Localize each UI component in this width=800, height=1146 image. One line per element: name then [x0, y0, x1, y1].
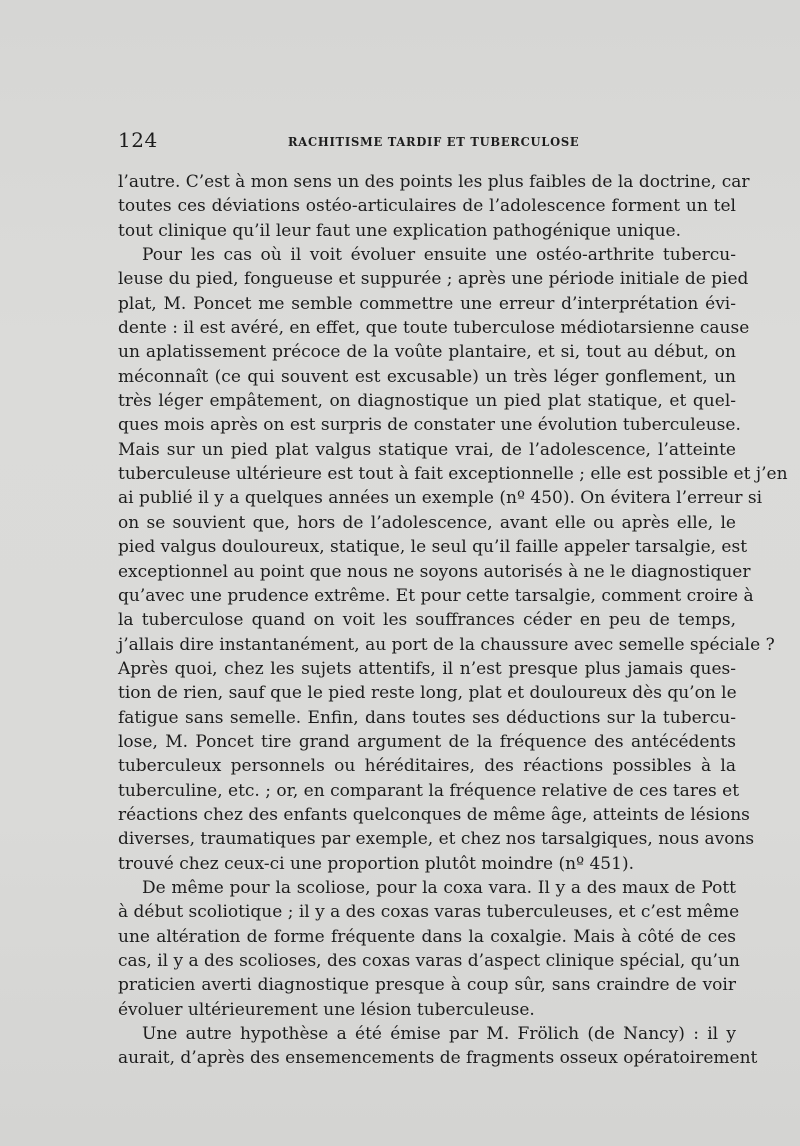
text-line: on se souvient que, hors de l’adolescence, avant elle ou après elle, le	[118, 512, 736, 533]
text-line: De même pour la scoliose, pour la coxa vara. Il y a des maux de Pott	[142, 877, 736, 898]
text-line: diverses, traumatiques par exemple, et chez nos tarsalgiques, nous avons	[118, 829, 755, 850]
text-line: Mais sur un pied plat valgus statique vrai, de l’adolescence, l’atteinte	[118, 439, 736, 460]
text-line: aurait, d’après des ensemencements de fragments osseux opératoirement	[118, 1048, 758, 1069]
text-line: très léger empâtement, on diagnostique un pied plat statique, et quel-	[118, 391, 736, 412]
text-line: un aplatissement précoce de la voûte plantaire, et si, tout au début, on	[118, 342, 736, 363]
text-line: tuberculeux personnels ou héréditaires, des réactions possibles à la	[118, 756, 736, 777]
text-line: tuberculeuse ultérieure est tout à fait exceptionnelle ; elle est possible et j’en	[118, 464, 788, 485]
text-line: leuse du pied, fongueuse et suppurée ; après une période initiale de pied	[118, 269, 749, 290]
text-line: tout clinique qu’il leur faut une explication pathogénique unique.	[118, 220, 681, 241]
text-line: j’allais dire instantanément, au port de la chaussure avec semelle spéciale ?	[118, 634, 775, 655]
text-line: fatigue sans semelle. Enfin, dans toutes ses déductions sur la tubercu-	[118, 707, 736, 728]
text-line: une altération de forme fréquente dans la coxalgie. Mais à côté de ces	[118, 926, 736, 947]
text-line: pied valgus douloureux, statique, le seul qu’il faille appeler tarsalgie, est	[118, 537, 748, 558]
text-line: l’autre. C’est à mon sens un des points les plus faibles de la doctrine, car	[118, 172, 750, 192]
text-line: à début scoliotique ; il y a des coxas varas tuberculeuses, et c’est même	[118, 902, 740, 923]
body-text	[118, 170, 788, 1071]
text-line: Après quoi, chez les sujets attentifs, il n’est presque plus jamais ques-	[118, 658, 736, 679]
text-line: qu’avec une prudence extrême. Et pour cette tarsalgie, comment croire à	[118, 585, 754, 606]
text-line: ques mois après on est surpris de constater une évolution tuberculeuse.	[118, 415, 741, 436]
text-line: Pour les cas où il voit évoluer ensuite une ostéo-arthrite tubercu-	[142, 245, 736, 266]
text-line: lose, M. Poncet tire grand argument de la fréquence des antécédents	[118, 731, 736, 752]
text-line: dente : il est avéré, en effet, que toute tuberculose médiotarsienne cause	[118, 318, 750, 339]
text-line: cas, il y a des scolioses, des coxas varas d’aspect clinique spécial, qu’un	[118, 951, 740, 971]
text-line: plat, M. Poncet me semble commettre une erreur d’interprétation évi-	[118, 293, 736, 314]
page-header	[118, 128, 738, 150]
text-line: Une autre hypothèse a été émise par M. Frölich (de Nancy) : il y	[142, 1024, 736, 1045]
text-line: tuberculine, etc. ; or, en comparant la fréquence relative de ces tares et	[118, 780, 740, 801]
text-line: trouvé chez ceux-ci une proportion plutôt moindre (nº 451).	[118, 853, 634, 874]
text-line: évoluer ultérieurement une lésion tuberculeuse.	[118, 999, 535, 1020]
text-line: la tuberculose quand on voit les souffrances céder en peu de temps,	[118, 610, 736, 631]
text-line: réactions chez des enfants quelconques de même âge, atteints de lésions	[118, 804, 750, 825]
text-line: praticien averti diagnostique presque à coup sûr, sans craindre de voir	[118, 975, 736, 996]
text-line: exceptionnel au point que nous ne soyons autorisés à ne le diagnostiquer	[118, 561, 751, 582]
text-line: toutes ces déviations ostéo-articulaires de l’adolescence forment un tel	[118, 196, 736, 217]
text-line: ai publié il y a quelques années un exemple (nº 450). On évitera l’erreur si	[118, 488, 763, 509]
text-line: tion de rien, sauf que le pied reste long, plat et douloureux dès qu’on le	[118, 683, 737, 704]
page-number: 124	[118, 128, 158, 152]
running-title: RACHITISME TARDIF ET TUBERCULOSE	[288, 134, 580, 149]
text-line: méconnaît (ce qui souvent est excusable) un très léger gonflement, un	[118, 366, 736, 387]
